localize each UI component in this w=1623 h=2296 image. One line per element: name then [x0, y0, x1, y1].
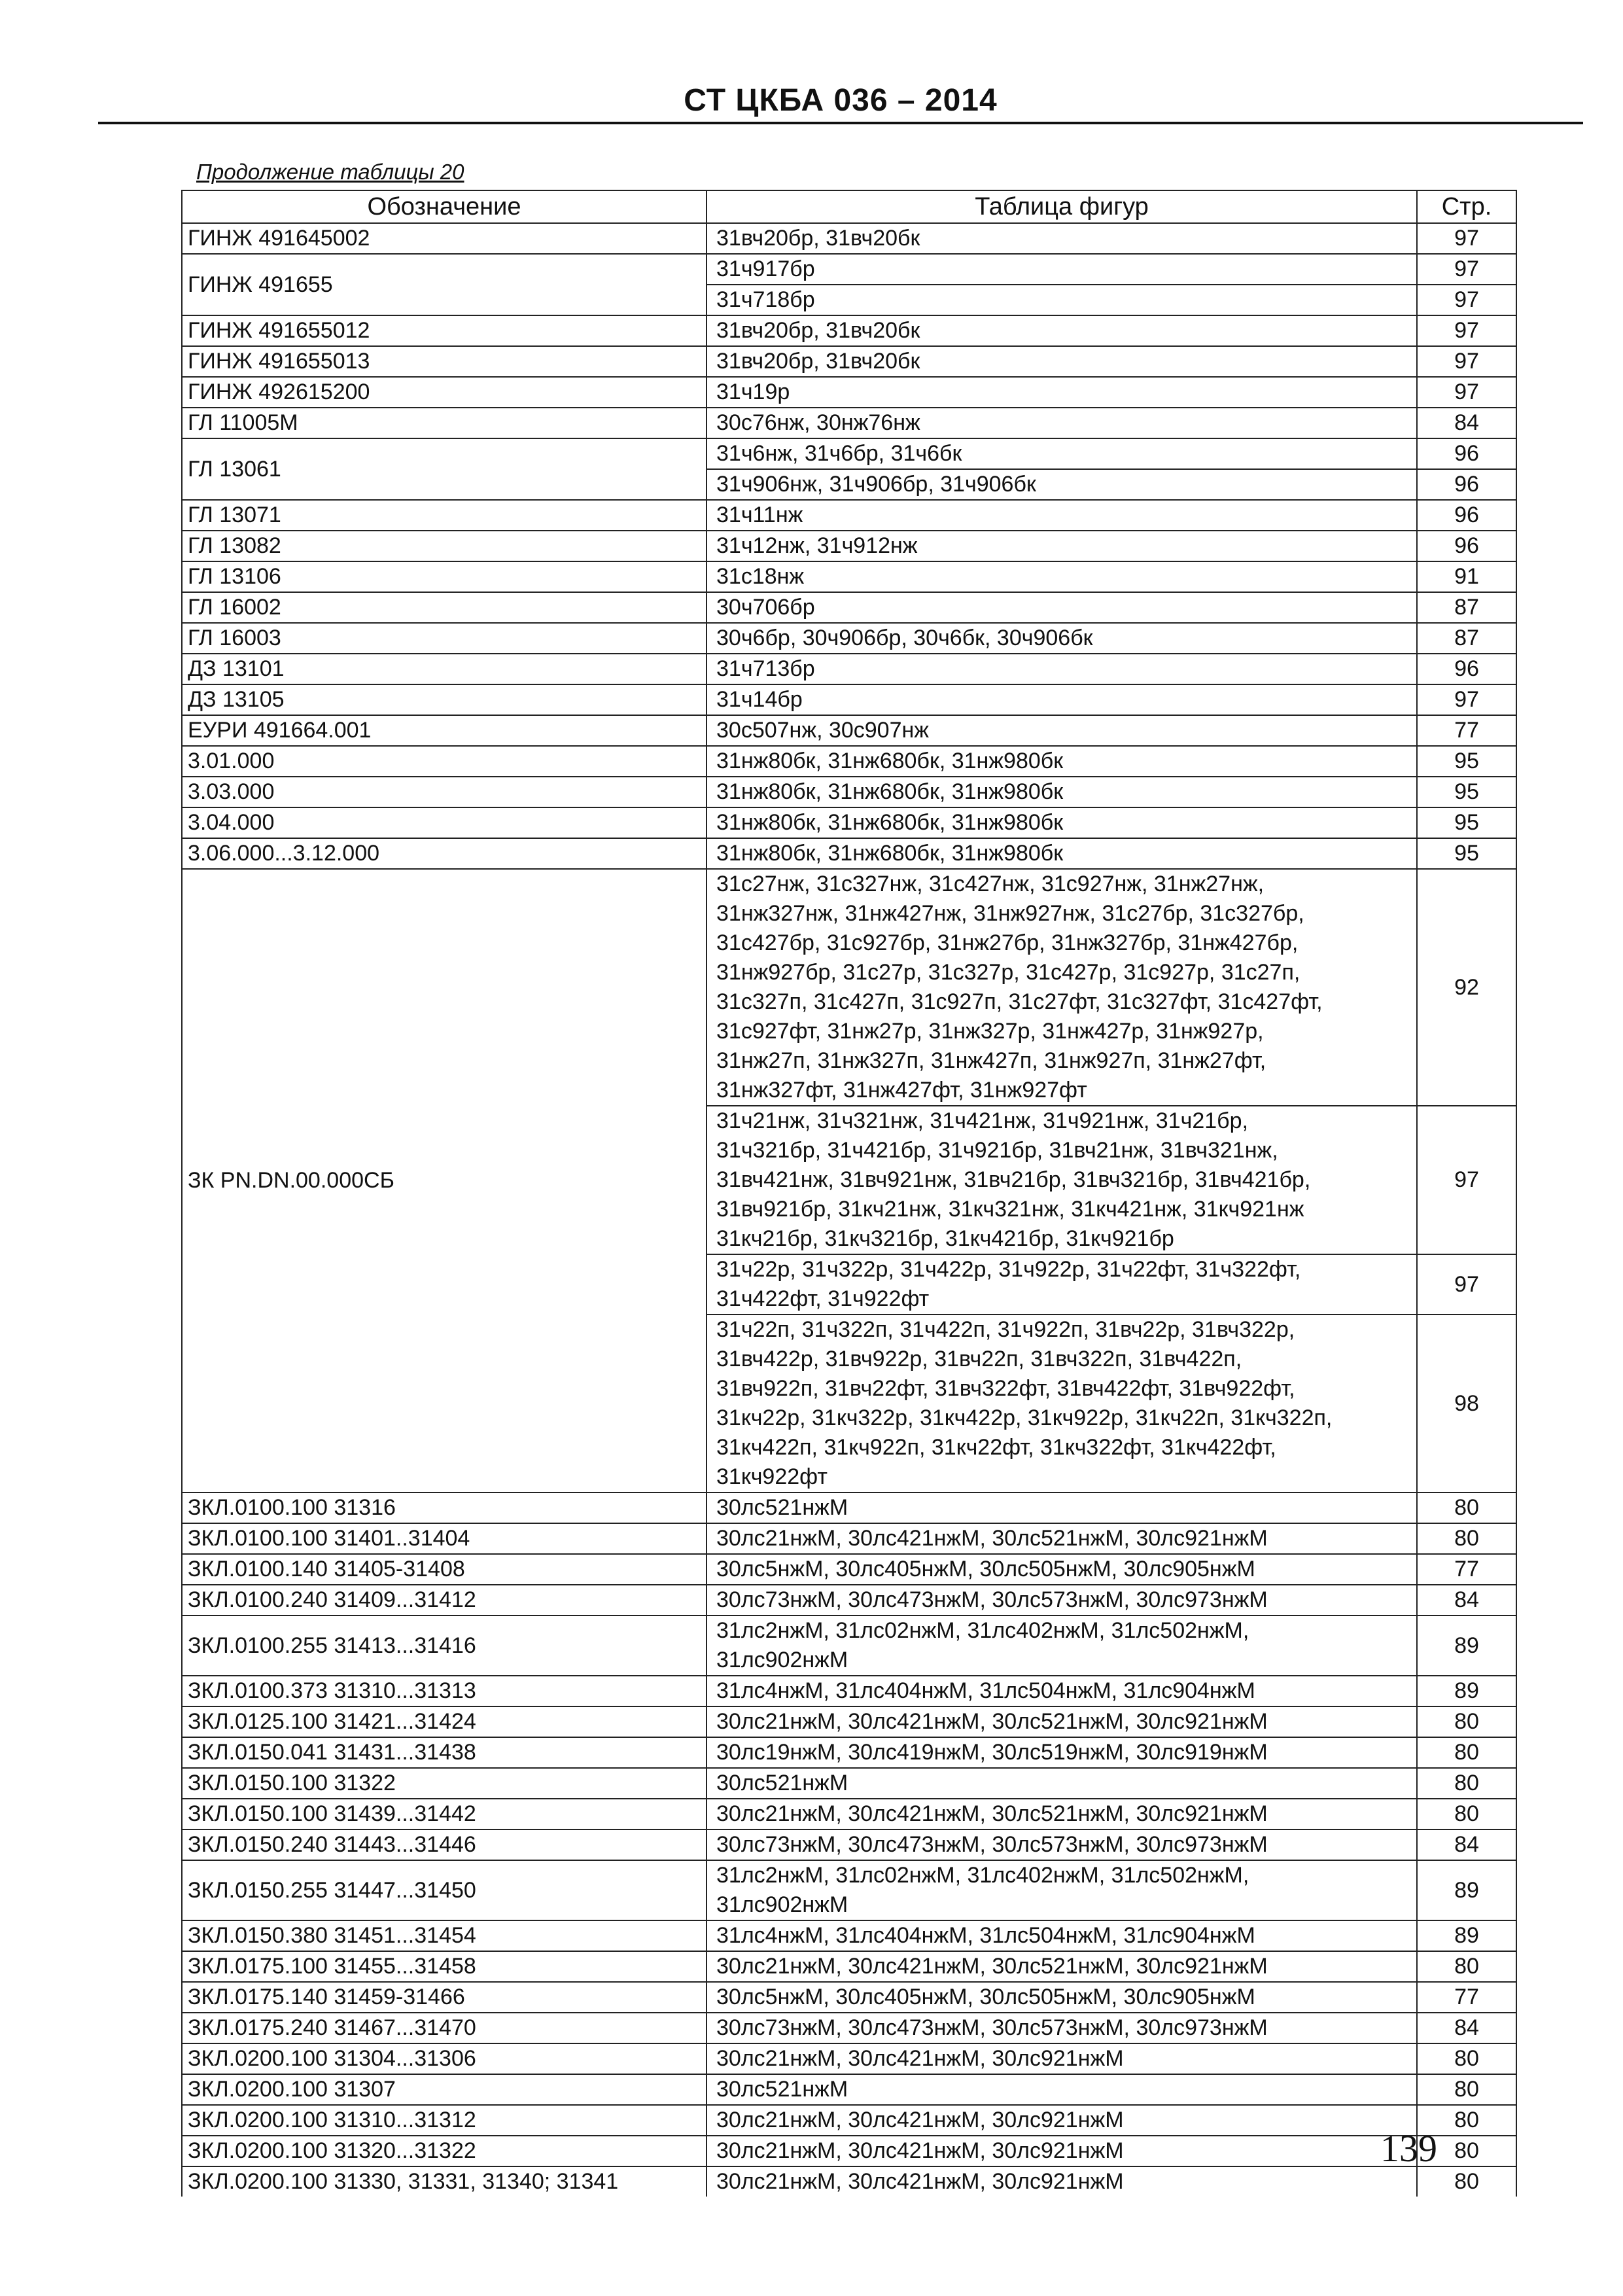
figures-cell: 30лс73нжМ, 30лс473нжМ, 30лс573нжМ, 30лс973нжМ: [707, 1829, 1417, 1860]
figures-cell: 31ч718бр: [707, 285, 1417, 315]
table-row: [182, 592, 1516, 623]
figures-line: 31лс902нжМ: [716, 1648, 848, 1672]
table-header-row: [182, 190, 1516, 223]
table-row: [182, 315, 1516, 346]
figures-cell: 30лс21нжМ, 30лс421нжМ, 30лс521нжМ, 30лс921нжМ: [707, 1523, 1417, 1554]
designation-cell: ЗКЛ.0200.100 31310...31312: [182, 2105, 707, 2136]
figures-cell: 31нж80бк, 31нж680бк, 31нж980бк: [707, 838, 1417, 869]
designation-cell: ЗКЛ.0100.100 31316: [182, 1492, 707, 1523]
table-row: [182, 1737, 1516, 1768]
table-row: [182, 531, 1516, 561]
page-cell: 84: [1417, 408, 1516, 438]
page-cell: 80: [1417, 2105, 1516, 2136]
page-cell: 95: [1417, 838, 1516, 869]
table-row: [182, 1585, 1516, 1616]
page-cell: 80: [1417, 1737, 1516, 1768]
page-cell: 97: [1417, 377, 1516, 408]
page-cell: 80: [1417, 2136, 1516, 2166]
page-cell: 96: [1417, 438, 1516, 469]
designation-cell: ЗКЛ.0175.240 31467...31470: [182, 2013, 707, 2043]
figures-cell: 30лс21нжМ, 30лс421нжМ, 30лс521нжМ, 30лс921нжМ: [707, 1706, 1417, 1737]
designation-cell: ГИНЖ 491655: [182, 254, 707, 315]
figures-line: 31ч22р, 31ч322р, 31ч422р, 31ч922р, 31ч22фт, 31ч322фт,: [716, 1257, 1301, 1282]
designation-cell: ЗКЛ.0150.100 31322: [182, 1768, 707, 1799]
figures-line: 31вч421нж, 31вч921нж, 31вч21бр, 31вч321бр, 31вч421бр,: [716, 1167, 1311, 1192]
figures-cell: [707, 1315, 1417, 1492]
figures-line: 31вч922п, 31вч22фт, 31вч322фт, 31вч422фт, 31вч922фт,: [716, 1376, 1295, 1401]
figures-line: 31с927фт, 31нж27р, 31нж327р, 31нж427р, 31нж927р,: [716, 1019, 1264, 1044]
table-row: [182, 869, 1516, 1106]
page-cell: 98: [1417, 1315, 1516, 1492]
figures-cell: 31с18нж: [707, 561, 1417, 592]
figures-cell: 30лс21нжМ, 30лс421нжМ, 30лс921нжМ: [707, 2043, 1417, 2074]
figures-line: 31лс2нжМ, 31лс02нжМ, 31лс402нжМ, 31лс502нжМ,: [716, 1863, 1249, 1888]
figures-cell: 30ч6бр, 30ч906бр, 30ч6бк, 30ч906бк: [707, 623, 1417, 654]
designation-cell: ЗКЛ.0200.100 31304...31306: [182, 2043, 707, 2074]
figures-line: 31кч22р, 31кч322р, 31кч422р, 31кч922р, 31кч22п, 31кч322п,: [716, 1405, 1333, 1430]
page-cell: 97: [1417, 1106, 1516, 1254]
column-header-figures: Таблица фигур: [707, 190, 1417, 223]
table-row: [182, 438, 1516, 469]
page-cell: 96: [1417, 654, 1516, 684]
figures-cell: [707, 1254, 1417, 1315]
designation-cell: ЗК PN.DN.00.000СБ: [182, 869, 707, 1492]
table-row: [182, 1706, 1516, 1737]
page-cell: 77: [1417, 1982, 1516, 2013]
page-cell: 80: [1417, 1523, 1516, 1554]
page-cell: 89: [1417, 1920, 1516, 1951]
page-cell: 77: [1417, 715, 1516, 746]
figures-cell: 30лс521нжМ: [707, 2074, 1417, 2105]
designation-cell: ГЛ 16003: [182, 623, 707, 654]
header-rule: [98, 122, 1583, 124]
page-cell: 96: [1417, 469, 1516, 500]
designation-cell: ЗКЛ.0200.100 31307: [182, 2074, 707, 2105]
page-cell: 84: [1417, 2013, 1516, 2043]
table-row: [182, 838, 1516, 869]
table-row: [182, 1676, 1516, 1706]
table-row: [182, 807, 1516, 838]
figures-cell: 31лс4нжМ, 31лс404нжМ, 31лс504нжМ, 31лс904нжМ: [707, 1920, 1417, 1951]
page-cell: 80: [1417, 2166, 1516, 2197]
designation-cell: 3.06.000...3.12.000: [182, 838, 707, 869]
figures-cell: 30лс21нжМ, 30лс421нжМ, 30лс921нжМ: [707, 2105, 1417, 2136]
table-row: [182, 2166, 1516, 2197]
page-number: 139: [1380, 2127, 1437, 2170]
table-row: [182, 654, 1516, 684]
figures-cell: 30лс21нжМ, 30лс421нжМ, 30лс521нжМ, 30лс921нжМ: [707, 1799, 1417, 1829]
table-row: [182, 2043, 1516, 2074]
designation-cell: 3.01.000: [182, 746, 707, 777]
designation-cell: ЗКЛ.0175.100 31455...31458: [182, 1951, 707, 1982]
designation-cell: ЗКЛ.0200.100 31320...31322: [182, 2136, 707, 2166]
page-cell: 97: [1417, 315, 1516, 346]
figures-cell: 30лс521нжМ: [707, 1492, 1417, 1523]
figures-line: 31нж327фт, 31нж427фт, 31нж927фт: [716, 1078, 1087, 1103]
figures-cell: 31нж80бк, 31нж680бк, 31нж980бк: [707, 807, 1417, 838]
page-cell: 80: [1417, 1492, 1516, 1523]
table-row: [182, 623, 1516, 654]
page-cell: 95: [1417, 746, 1516, 777]
figures-line: 31нж27п, 31нж327п, 31нж427п, 31нж927п, 31нж27фт,: [716, 1048, 1266, 1073]
figures-cell: [707, 1616, 1417, 1676]
page-cell: 89: [1417, 1860, 1516, 1920]
table-row: [182, 254, 1516, 285]
table-row: [182, 1492, 1516, 1523]
figures-cell: 31ч14бр: [707, 684, 1417, 715]
figures-cell: 30лс5нжМ, 30лс405нжМ, 30лс505нжМ, 30лс905нжМ: [707, 1982, 1417, 2013]
page-cell: 80: [1417, 1706, 1516, 1737]
table-row: [182, 223, 1516, 254]
table-row: [182, 2074, 1516, 2105]
figures-line: 31ч22п, 31ч322п, 31ч422п, 31ч922п, 31вч22р, 31вч322р,: [716, 1317, 1295, 1342]
page-cell: 80: [1417, 2074, 1516, 2105]
table-row: [182, 377, 1516, 408]
table-row: [182, 2105, 1516, 2136]
designation-cell: ЗКЛ.0150.240 31443...31446: [182, 1829, 707, 1860]
figures-cell: 30ч706бр: [707, 592, 1417, 623]
table-row: [182, 1554, 1516, 1585]
figures-cell: 30лс5нжМ, 30лс405нжМ, 30лс505нжМ, 30лс905нжМ: [707, 1554, 1417, 1585]
figures-line: 31ч321бр, 31ч421бр, 31ч921бр, 31вч21нж, 31вч321нж,: [716, 1138, 1278, 1163]
figures-cell: 31ч12нж, 31ч912нж: [707, 531, 1417, 561]
designation-cell: ЗКЛ.0175.140 31459-31466: [182, 1982, 707, 2013]
page-cell: 80: [1417, 2043, 1516, 2074]
designation-cell: ДЗ 13101: [182, 654, 707, 684]
table-row: [182, 1616, 1516, 1676]
page-cell: 80: [1417, 1768, 1516, 1799]
designation-cell: ГИНЖ 491655013: [182, 346, 707, 377]
page-cell: 95: [1417, 807, 1516, 838]
figures-line: 31ч422фт, 31ч922фт: [716, 1286, 930, 1311]
table-row: [182, 746, 1516, 777]
designation-cell: ЗКЛ.0100.240 31409...31412: [182, 1585, 707, 1616]
figures-cell: 31ч906нж, 31ч906бр, 31ч906бк: [707, 469, 1417, 500]
designation-cell: ЗКЛ.0100.100 31401..31404: [182, 1523, 707, 1554]
column-header-designation: Обозначение: [182, 190, 707, 223]
table-row: [182, 684, 1516, 715]
designation-cell: ГЛ 13106: [182, 561, 707, 592]
figures-line: 31ч21нж, 31ч321нж, 31ч421нж, 31ч921нж, 31ч21бр,: [716, 1108, 1248, 1133]
figures-cell: 31нж80бк, 31нж680бк, 31нж980бк: [707, 777, 1417, 807]
figures-line: 31кч422п, 31кч922п, 31кч22фт, 31кч322фт, 31кч422фт,: [716, 1435, 1276, 1460]
figures-cell: 31ч917бр: [707, 254, 1417, 285]
page-cell: 91: [1417, 561, 1516, 592]
designation-cell: ГЛ 13071: [182, 500, 707, 531]
figures-line: 31с427бр, 31с927бр, 31нж27бр, 31нж327бр, 31нж427бр,: [716, 930, 1299, 955]
page-cell: 97: [1417, 684, 1516, 715]
page-cell: 97: [1417, 1254, 1516, 1315]
figures-line: 31с27нж, 31с327нж, 31с427нж, 31с927нж, 31нж27нж,: [716, 872, 1265, 896]
designation-cell: ЗКЛ.0150.100 31439...31442: [182, 1799, 707, 1829]
page-cell: 84: [1417, 1829, 1516, 1860]
figures-cell: [707, 869, 1417, 1106]
figures-cell: 30лс73нжМ, 30лс473нжМ, 30лс573нжМ, 30лс973нжМ: [707, 2013, 1417, 2043]
table-row: [182, 1829, 1516, 1860]
table-body: [182, 223, 1516, 2197]
page-cell: 96: [1417, 531, 1516, 561]
designation-cell: ГЛ 11005М: [182, 408, 707, 438]
table-row: [182, 561, 1516, 592]
figures-cell: 31вч20бр, 31вч20бк: [707, 223, 1417, 254]
page-cell: 97: [1417, 285, 1516, 315]
figures-cell: 30лс21нжМ, 30лс421нжМ, 30лс921нжМ: [707, 2136, 1417, 2166]
table-row: [182, 715, 1516, 746]
page-cell: 97: [1417, 223, 1516, 254]
figures-cell: 31лс4нжМ, 31лс404нжМ, 31лс504нжМ, 31лс904нжМ: [707, 1676, 1417, 1706]
figures-line: 31вч422р, 31вч922р, 31вч22п, 31вч322п, 31вч422п,: [716, 1347, 1242, 1371]
figures-cell: 31ч11нж: [707, 500, 1417, 531]
designation-cell: ЗКЛ.0150.380 31451...31454: [182, 1920, 707, 1951]
designation-cell: ЗКЛ.0200.100 31330, 31331, 31340; 31341: [182, 2166, 707, 2197]
figures-cell: [707, 1106, 1417, 1254]
figures-cell: 30с507нж, 30с907нж: [707, 715, 1417, 746]
column-header-page: Стр.: [1417, 190, 1516, 223]
table-row: [182, 1523, 1516, 1554]
figures-cell: 30лс73нжМ, 30лс473нжМ, 30лс573нжМ, 30лс973нжМ: [707, 1585, 1417, 1616]
figures-line: 31нж327нж, 31нж427нж, 31нж927нж, 31с27бр, 31с327бр,: [716, 901, 1304, 926]
page-cell: 89: [1417, 1676, 1516, 1706]
designation-cell: ГЛ 16002: [182, 592, 707, 623]
designation-cell: ГИНЖ 492615200: [182, 377, 707, 408]
table-row: [182, 2013, 1516, 2043]
table-row: [182, 1982, 1516, 2013]
page-cell: 87: [1417, 623, 1516, 654]
designation-cell: ГИНЖ 491645002: [182, 223, 707, 254]
figures-cell: 31вч20бр, 31вч20бк: [707, 346, 1417, 377]
table-row: [182, 408, 1516, 438]
table-row: [182, 1951, 1516, 1982]
page-cell: 89: [1417, 1616, 1516, 1676]
figures-cell: 30с76нж, 30нж76нж: [707, 408, 1417, 438]
table-row: [182, 346, 1516, 377]
figures-line: 31лс902нжМ: [716, 1892, 848, 1917]
figures-table: [181, 190, 1517, 2197]
figures-line: 31вч921бр, 31кч21нж, 31кч321нж, 31кч421нж, 31кч921нж: [716, 1197, 1304, 1222]
table-row: [182, 1860, 1516, 1920]
page-cell: 80: [1417, 1799, 1516, 1829]
figures-cell: 30лс19нжМ, 30лс419нжМ, 30лс519нжМ, 30лс919нжМ: [707, 1737, 1417, 1768]
designation-cell: ЗКЛ.0150.041 31431...31438: [182, 1737, 707, 1768]
figures-cell: 31ч6нж, 31ч6бр, 31ч6бк: [707, 438, 1417, 469]
page-cell: 96: [1417, 500, 1516, 531]
designation-cell: 3.03.000: [182, 777, 707, 807]
table-row: [182, 1768, 1516, 1799]
designation-cell: ДЗ 13105: [182, 684, 707, 715]
designation-cell: 3.04.000: [182, 807, 707, 838]
figures-cell: 31ч19р: [707, 377, 1417, 408]
table-row: [182, 2136, 1516, 2166]
table-row: [182, 1920, 1516, 1951]
table-row: [182, 1799, 1516, 1829]
page-cell: 87: [1417, 592, 1516, 623]
designation-cell: ГИНЖ 491655012: [182, 315, 707, 346]
figures-cell: 30лс21нжМ, 30лс421нжМ, 30лс921нжМ: [707, 2166, 1417, 2197]
designation-cell: ЗКЛ.0125.100 31421...31424: [182, 1706, 707, 1737]
page-cell: 84: [1417, 1585, 1516, 1616]
designation-cell: ЗКЛ.0100.255 31413...31416: [182, 1616, 707, 1676]
figures-line: 31с327п, 31с427п, 31с927п, 31с27фт, 31с327фт, 31с427фт,: [716, 989, 1323, 1014]
figures-cell: 30лс521нжМ: [707, 1768, 1417, 1799]
table-continuation-caption: Продолжение таблицы 20: [196, 160, 464, 184]
page-cell: 77: [1417, 1554, 1516, 1585]
figures-line: 31нж927бр, 31с27р, 31с327р, 31с427р, 31с927р, 31с27п,: [716, 960, 1300, 985]
page-cell: 95: [1417, 777, 1516, 807]
figures-line: 31кч922фт: [716, 1464, 828, 1489]
document-code-header: СТ ЦКБА 036 – 2014: [684, 83, 998, 118]
page-cell: 97: [1417, 254, 1516, 285]
designation-cell: ГЛ 13082: [182, 531, 707, 561]
figures-line: 31кч21бр, 31кч321бр, 31кч421бр, 31кч921бр: [716, 1226, 1174, 1251]
table-row: [182, 500, 1516, 531]
figures-cell: 31нж80бк, 31нж680бк, 31нж980бк: [707, 746, 1417, 777]
page-cell: 97: [1417, 346, 1516, 377]
designation-cell: ЕУРИ 491664.001: [182, 715, 707, 746]
page-cell: 92: [1417, 869, 1516, 1106]
page-cell: 80: [1417, 1951, 1516, 1982]
figures-cell: [707, 1860, 1417, 1920]
figures-cell: 30лс21нжМ, 30лс421нжМ, 30лс521нжМ, 30лс921нжМ: [707, 1951, 1417, 1982]
designation-cell: ЗКЛ.0100.373 31310...31313: [182, 1676, 707, 1706]
figures-line: 31лс2нжМ, 31лс02нжМ, 31лс402нжМ, 31лс502нжМ,: [716, 1618, 1249, 1643]
designation-cell: ЗКЛ.0100.140 31405-31408: [182, 1554, 707, 1585]
figures-cell: 31ч713бр: [707, 654, 1417, 684]
table-row: [182, 777, 1516, 807]
figures-cell: 31вч20бр, 31вч20бк: [707, 315, 1417, 346]
designation-cell: ГЛ 13061: [182, 438, 707, 500]
designation-cell: ЗКЛ.0150.255 31447...31450: [182, 1860, 707, 1920]
